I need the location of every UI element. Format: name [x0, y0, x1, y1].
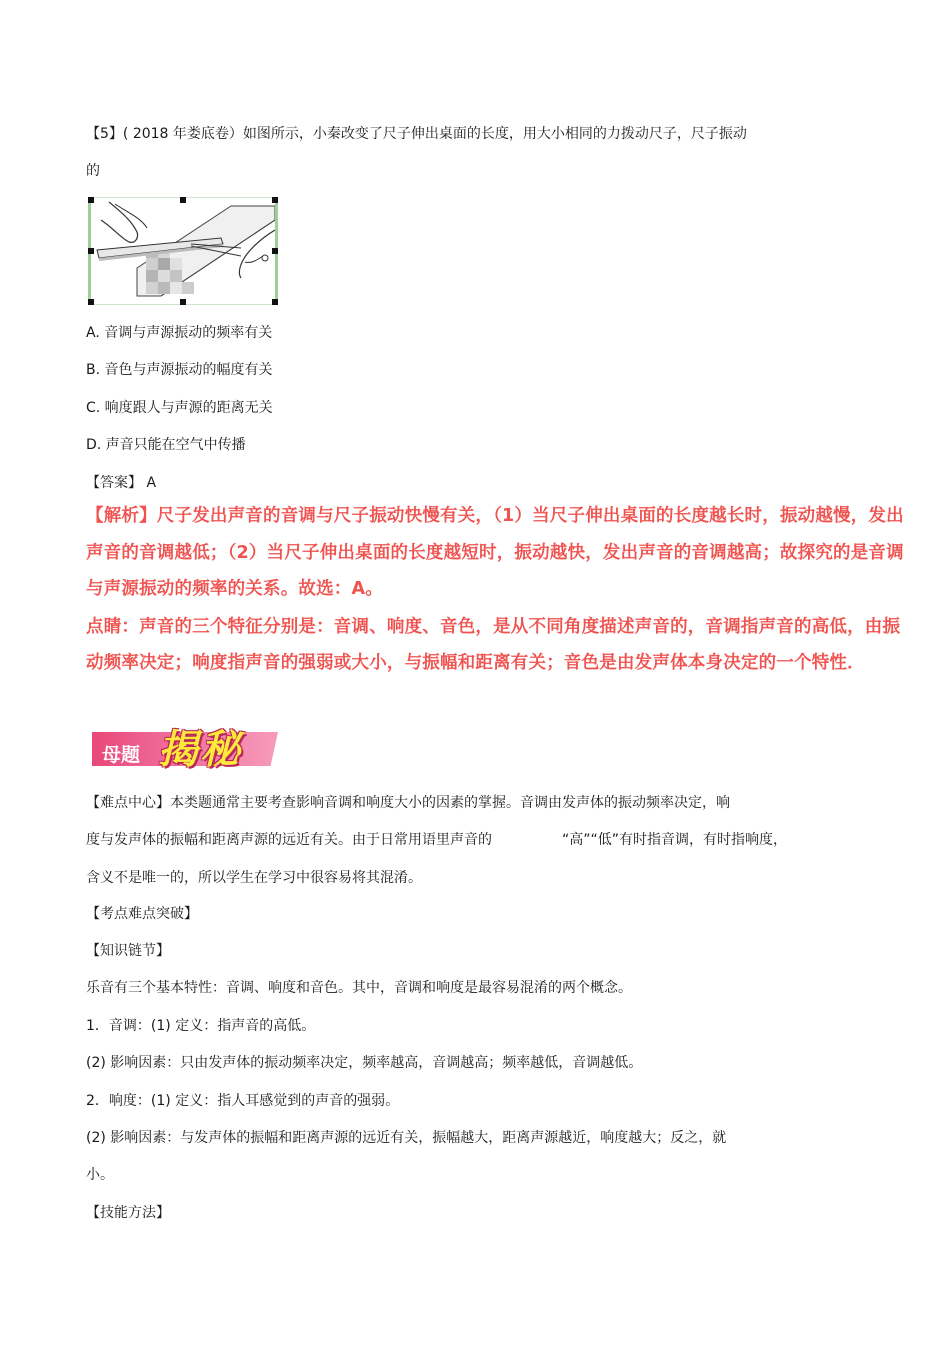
- question-stem-line-2: 的: [86, 163, 100, 179]
- pitch-definition: 1．音调：(1) 定义：指声音的高低。: [86, 1018, 316, 1034]
- resize-handle-top-right[interactable]: [272, 197, 278, 203]
- resize-handle-middle-left[interactable]: [88, 248, 94, 254]
- resize-handle-bottom-middle[interactable]: [180, 299, 186, 305]
- option-c: C. 响度跟人与声源的距离无关: [86, 400, 273, 416]
- difficulty-line-2-part-1: 度与发声体的振幅和距离声源的远近有关。由于日常用语里声音的: [86, 832, 492, 848]
- answer-line: 【答案】 A: [86, 475, 157, 491]
- resize-handle-bottom-right[interactable]: [272, 299, 278, 305]
- skills-heading: 【技能方法】: [86, 1205, 170, 1221]
- difficulty-line-3: 含义不是唯一的，所以学生在学习中很容易将其混淆。: [86, 870, 422, 886]
- option-a: A. 音调与声源振动的频率有关: [86, 325, 273, 341]
- difficulty-line-2: [86, 830, 787, 850]
- banner-small-text: 母题: [102, 744, 141, 766]
- ruler-on-table-illustration: [91, 198, 275, 304]
- ruler-experiment-figure[interactable]: [88, 197, 278, 305]
- loudness-factor: (2) 影响因素：与发声体的振幅和距离声源的远近有关，振幅越大，距离声源越近，响度越大；反之，就: [86, 1130, 727, 1146]
- pitch-factor: (2) 影响因素：只由发声体的振动频率决定，频率越高，音调越高；频率越低，音调越低。: [86, 1055, 643, 1071]
- resize-handle-bottom-left[interactable]: [88, 299, 94, 305]
- analysis-line-3: 与声源振动的频率的关系。故选：A。: [86, 579, 383, 599]
- analysis-line-1: 【解析】尺子发出声音的音调与尺子振动快慢有关，（1）当尺子伸出桌面的长度越长时，振动越慢，发出: [86, 506, 904, 526]
- knowledge-heading: 【知识链节】: [86, 943, 170, 959]
- resize-handle-top-middle[interactable]: [180, 197, 186, 203]
- tip-line-2: 动频率决定；响度指声音的强弱或大小，与振幅和距离有关；音色是由发声体本身决定的一个特性．: [86, 653, 865, 673]
- tip-line-1: 点睛：声音的三个特征分别是：音调、响度、音色，是从不同角度描述声音的，音调指声音的高低，由振: [86, 617, 901, 637]
- resize-handle-middle-right[interactable]: [272, 248, 278, 254]
- option-b: B. 音色与声源振动的幅度有关: [86, 362, 273, 378]
- analysis-line-2: 声音的音调越低；（2）当尺子伸出桌面的长度越短时，振动越快，发出声音的音调越高；故探究的是音调: [86, 543, 904, 563]
- banner-big-text: 揭秘: [158, 726, 242, 773]
- option-d: D. 声音只能在空气中传播: [86, 437, 246, 453]
- resize-handle-top-left[interactable]: [88, 197, 94, 203]
- loudness-definition: 2．响度：(1) 定义：指人耳感觉到的声音的强弱。: [86, 1093, 400, 1109]
- section-banner: [92, 718, 278, 773]
- intro-paragraph: 乐音有三个基本特性：音调、响度和音色。其中，音调和响度是最容易混淆的两个概念。: [86, 980, 632, 996]
- breakthrough-heading: 【考点难点突破】: [86, 906, 198, 922]
- difficulty-line-1: 【难点中心】本类题通常主要考查影响音调和响度大小的因素的掌握。音调由发声体的振动频率决定，响: [86, 795, 730, 811]
- difficulty-line-2-part-2: “高”“低”有时指音调，有时指响度，: [562, 832, 788, 848]
- question-stem-line-1: 【5】( 2018 年娄底卷）如图所示，小秦改变了尺子伸出桌面的长度，用大小相同的力拨动尺子，尺子振动: [86, 126, 747, 142]
- loudness-factor-cont: 小。: [86, 1167, 114, 1183]
